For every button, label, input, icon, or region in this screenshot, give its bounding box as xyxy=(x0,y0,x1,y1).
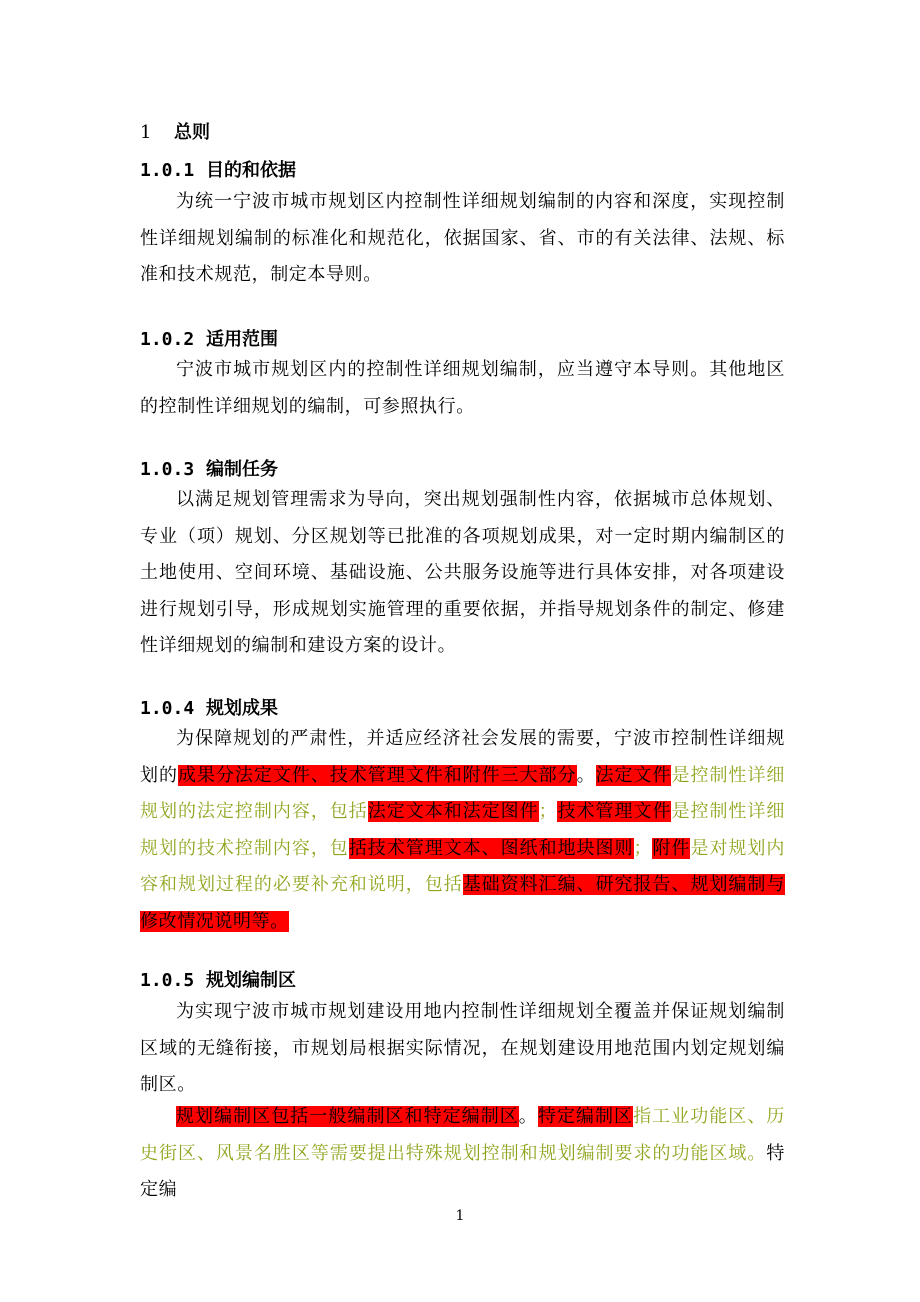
highlighted-text: 规划编制区包括一般编制区和特定编制区 xyxy=(176,1106,519,1127)
green-text: ； xyxy=(538,801,558,822)
section-heading-1-0-2 xyxy=(140,325,278,351)
section-title: 适用范围 xyxy=(206,329,278,350)
section-1-0-1-paragraph: 为统一宁波市城市规划区内控制性详细规划编制的内容和深度，实现控制性详细规划编制的标准化和规范化，依据国家、省、市的有关法律、法规、标准和技术规范，制定本导则。 xyxy=(140,191,785,285)
section-heading-1-0-5 xyxy=(140,966,296,992)
highlighted-text: 技术管理文件 xyxy=(557,801,672,822)
section-title: 目的和依据 xyxy=(206,160,296,181)
section-heading-1-0-3 xyxy=(140,455,278,481)
highlighted-text: 基础资料汇编、研究报告、规划编制与修改情况说明等。 xyxy=(140,874,785,932)
section-heading-1-0-1 xyxy=(140,156,296,182)
section-heading-1-0-4 xyxy=(140,694,278,720)
chapter-number: 1 xyxy=(140,122,152,143)
chapter-title: 总则 xyxy=(174,122,210,143)
chapter-heading xyxy=(140,118,210,144)
text-run: 特定编 xyxy=(140,1142,785,1200)
green-text: 是控制性详细规划的技术控制内容，包 xyxy=(140,801,785,859)
section-1-0-2-paragraph: 宁波市城市规划区内的控制性详细规划编制，应当遵守本导则。其他地区的控制性详细规划的编制，可参照执行。 xyxy=(140,359,785,417)
highlighted-text: 法定文件 xyxy=(595,764,672,786)
section-number: 1.0.3 xyxy=(140,459,195,480)
section-number: 1.0.4 xyxy=(140,698,195,719)
text-run: 。 xyxy=(576,764,596,786)
text-run: 为保障规划的严肃性，并适应经济社会发展的需要，宁波市控制性详细规划的 xyxy=(140,728,785,786)
section-number: 1.0.1 xyxy=(140,160,195,181)
section-1-0-3-paragraph: 以满足规划管理需求为导向，突出规划强制性内容，依据城市总体规划、专业（项）规划、分区规划等已批准的各项规划成果，对一定时期内编制区的土地使用、空间环境、基础设施、公共服务设施等进行具体安排，对各项建设进行规划引导，形成规划实施管理的重要依据，并指导规划条件的制定、修建性详细规划的编制和建设方案的设计。 xyxy=(140,489,785,656)
section-1-0-5-paragraph-1: 为实现宁波市城市规划建设用地内控制性详细规划全覆盖并保证规划编制区域的无缝衔接，市规划局根据实际情况，在规划建设用地范围内划定规划编制区。 xyxy=(140,1001,785,1095)
green-text: 是控制性详细规划的法定控制内容，包括 xyxy=(140,764,785,822)
section-number: 1.0.2 xyxy=(140,329,195,350)
text-run: 。 xyxy=(518,1106,538,1127)
highlighted-text: 特定编制区 xyxy=(537,1106,634,1127)
green-text: 是对规划内容和规划过程的必要补充和说明，包括 xyxy=(140,837,785,895)
section-title: 编制任务 xyxy=(206,459,278,480)
highlighted-text: 附件 xyxy=(652,837,691,859)
green-text: 指工业功能区、历史街区、风景名胜区等需要提出特殊规划控制和规划编制要求的功能区域。 xyxy=(140,1106,785,1164)
page-number: 1 xyxy=(455,1208,465,1224)
highlighted-text: 括技术管理文本、图纸和地块图则 xyxy=(348,837,634,859)
section-title: 规划编制区 xyxy=(206,970,296,991)
section-1-0-4-paragraph xyxy=(140,721,785,940)
section-title: 规划成果 xyxy=(206,698,278,719)
highlighted-text: 成果分法定文件、技术管理文件和附件三大部分 xyxy=(177,764,577,786)
green-text: ； xyxy=(633,837,653,859)
section-number: 1.0.5 xyxy=(140,970,195,991)
highlighted-text: 法定文本和法定图件 xyxy=(367,801,539,822)
section-1-0-5-paragraph-2 xyxy=(140,1099,785,1209)
